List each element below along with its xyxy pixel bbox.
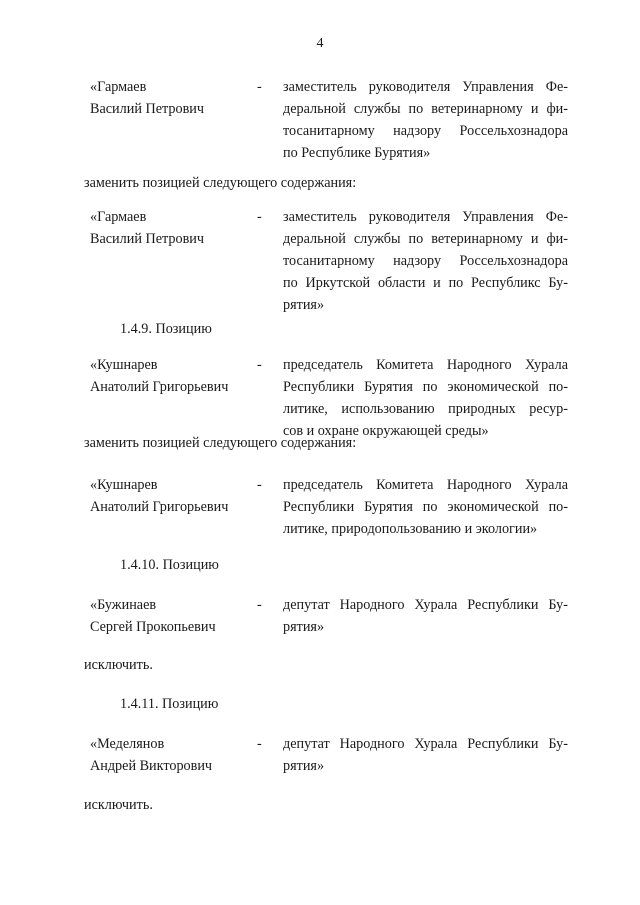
surname: «Гармаев — [90, 79, 147, 95]
surname: «Бужинаев — [90, 597, 157, 613]
desc-line: по Иркутской области и по Республикс Бу- — [283, 275, 568, 291]
surname: «Гармаев — [90, 209, 147, 225]
exclude-instruction: исключить. — [84, 797, 153, 813]
dash: - — [257, 209, 262, 225]
person-name — [90, 76, 250, 120]
desc-line: председатель Комитета Народного Хурала — [283, 357, 568, 373]
desc-line: председатель Комитета Народного Хурала — [283, 477, 568, 493]
section-heading-1-4-10: 1.4.10. Позицию — [120, 557, 219, 573]
person-name — [90, 733, 250, 777]
surname: «Кушнарев — [90, 477, 158, 493]
desc-line: заместитель руководителя Управления Фе- — [283, 79, 568, 95]
dash: - — [257, 79, 262, 95]
position-description — [283, 733, 568, 777]
desc-line: заместитель руководителя Управления Фе- — [283, 209, 568, 225]
desc-line: рятия» — [283, 758, 325, 774]
position-description — [283, 594, 568, 638]
desc-line: Республики Бурятия по экономической по- — [283, 379, 568, 395]
person-name — [90, 206, 250, 250]
desc-line: тосанитарному надзору Россельхознадора — [283, 253, 568, 269]
desc-line: деральной службы по ветеринарному и фи- — [283, 231, 568, 247]
person-name — [90, 474, 250, 518]
desc-line: депутат Народного Хурала Республики Бу- — [283, 736, 568, 752]
desc-line: рятия» — [283, 297, 325, 313]
given-names: Андрей Викторович — [90, 758, 213, 774]
desc-line: деральной службы по ветеринарному и фи- — [283, 101, 568, 117]
position-description — [283, 206, 568, 316]
given-names: Сергей Прокопьевич — [90, 619, 216, 635]
desc-line: Республики Бурятия по экономической по- — [283, 499, 568, 515]
surname: «Кушнарев — [90, 357, 158, 373]
desc-line: депутат Народного Хурала Республики Бу- — [283, 597, 568, 613]
position-description — [283, 474, 568, 540]
person-name — [90, 354, 250, 398]
dash: - — [257, 597, 262, 613]
dash: - — [257, 357, 262, 373]
given-names: Анатолий Григорьевич — [90, 379, 229, 395]
desc-line: литике, использованию природных ресур- — [283, 401, 568, 417]
desc-line: литике, природопользованию и экологии» — [283, 521, 538, 537]
page-number: 4 — [316, 36, 324, 51]
surname: «Меделянов — [90, 736, 165, 752]
replace-instruction: заменить позицией следующего содержания: — [84, 435, 357, 451]
desc-line: рятия» — [283, 619, 325, 635]
desc-line: тосанитарному надзору Россельхознадора — [283, 123, 568, 139]
position-description — [283, 76, 568, 164]
desc-line: по Республике Бурятия» — [283, 145, 431, 161]
given-names: Василий Петрович — [90, 231, 204, 247]
given-names: Василий Петрович — [90, 101, 204, 117]
dash: - — [257, 736, 262, 752]
replace-instruction: заменить позицией следующего содержания: — [84, 175, 357, 191]
desc-line: сов и охране окружающей среды» — [283, 423, 489, 439]
section-heading-1-4-11: 1.4.11. Позицию — [120, 696, 219, 712]
section-heading-1-4-9: 1.4.9. Позицию — [120, 321, 212, 337]
dash: - — [257, 477, 262, 493]
exclude-instruction: исключить. — [84, 657, 153, 673]
given-names: Анатолий Григорьевич — [90, 499, 229, 515]
person-name — [90, 594, 250, 638]
position-description — [283, 354, 568, 442]
